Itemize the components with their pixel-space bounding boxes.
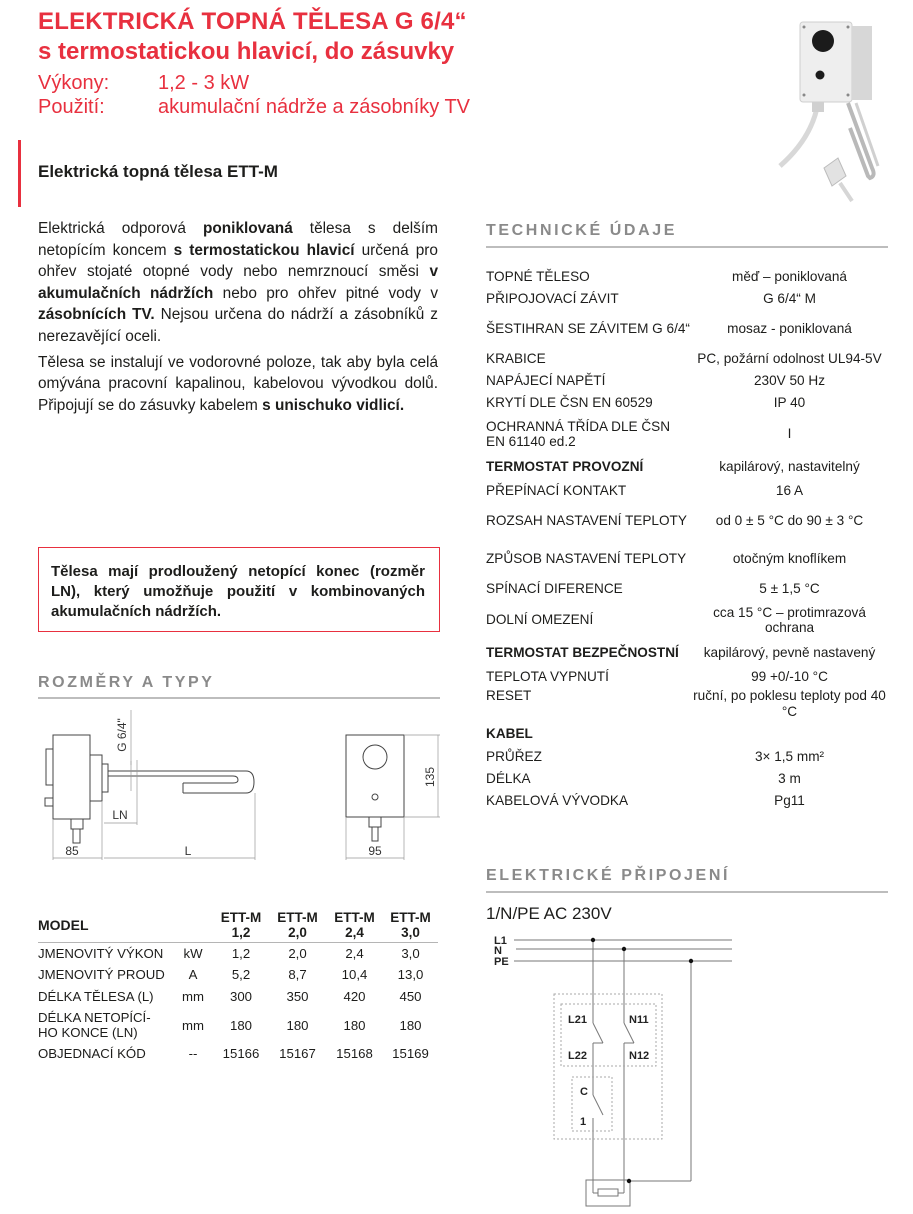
intro-text-run: Nejsou určena do nádrží a zásobníků z nerezavějící oceli. bbox=[38, 306, 438, 345]
tech-heading: TECHNICKÉ ÚDAJE bbox=[486, 222, 678, 239]
connection-heading: ELEKTRICKÉ PŘIPOJENÍ bbox=[486, 867, 731, 884]
spec-row bbox=[486, 666, 888, 688]
spec-row bbox=[486, 746, 888, 768]
spec-value: kapilárový, nastavitelný bbox=[719, 459, 860, 475]
model-header: MODEL bbox=[38, 910, 173, 943]
spec-key: KRABICE bbox=[486, 351, 546, 367]
spec-key: RESET bbox=[486, 688, 532, 703]
immersion-heater-photo-icon bbox=[760, 8, 900, 203]
row-label: OBJEDNACÍ KÓD bbox=[38, 1046, 146, 1062]
dim-thread-label: G 6/4" bbox=[115, 718, 129, 752]
cell: 13,0 bbox=[397, 967, 424, 983]
tech-spec-list bbox=[486, 266, 888, 812]
cell: 350 bbox=[286, 988, 309, 1004]
section-subtitle: Elektrická topná tělesa ETT-M bbox=[38, 162, 278, 181]
spec-key: OCHRANNÁ TŘÍDA DLE ČSN EN 61140 ed.2 bbox=[486, 418, 671, 449]
accent-bar bbox=[18, 140, 21, 207]
spec-key: KABEL bbox=[486, 726, 533, 742]
spec-row bbox=[486, 688, 888, 722]
row-unit: -- bbox=[188, 1046, 198, 1062]
connection-rule bbox=[486, 891, 888, 893]
intro-bold-run: s termostatickou hlavicí bbox=[173, 241, 355, 259]
row-label: DÉLKA TĚLESA (L) bbox=[38, 988, 154, 1004]
tech-rule bbox=[486, 246, 888, 248]
spec-value: 3× 1,5 mm² bbox=[754, 749, 825, 765]
row-unit: A bbox=[188, 967, 198, 983]
dim-85-label: 85 bbox=[65, 844, 79, 858]
spec-key: KABELOVÁ VÝVODKA bbox=[486, 793, 629, 809]
row-unit: mm bbox=[182, 988, 204, 1004]
spec-row bbox=[486, 348, 888, 370]
model-col-header: ETT-M 1,2 bbox=[213, 910, 269, 943]
cell: 5,2 bbox=[231, 967, 251, 983]
cell: 420 bbox=[343, 988, 366, 1004]
meta-power-label: Výkony: bbox=[38, 72, 110, 94]
intro-bold-run: v akumulačních nádržích bbox=[38, 263, 438, 302]
spec-key: ZPŮSOB NASTAVENÍ TEPLOTY bbox=[486, 551, 687, 567]
spec-key: PRŮŘEZ bbox=[486, 749, 542, 765]
contact-l21-label: L21 bbox=[568, 1014, 587, 1026]
cell: 15166 bbox=[222, 1046, 260, 1062]
intro-paragraph-2 bbox=[38, 352, 438, 417]
spec-row bbox=[486, 454, 888, 480]
spec-row bbox=[486, 578, 888, 600]
meta-power-value: 1,2 - 3 kW bbox=[158, 72, 250, 94]
meta-usage-label: Použití: bbox=[38, 96, 105, 118]
cell: 2,0 bbox=[288, 946, 307, 961]
cell: 180 bbox=[399, 1017, 422, 1033]
dimensions-rule bbox=[38, 697, 440, 699]
spec-row bbox=[486, 310, 888, 348]
spec-key: TERMOSTAT PROVOZNÍ bbox=[486, 459, 644, 475]
spec-row bbox=[486, 600, 888, 640]
row-unit: kW bbox=[183, 946, 203, 961]
spec-row bbox=[486, 722, 888, 746]
contact-l22-label: L22 bbox=[568, 1050, 587, 1062]
spec-value: otočným knoflíkem bbox=[732, 551, 847, 567]
intro-bold-run: s unischuko vidlicí. bbox=[262, 396, 405, 414]
spec-row bbox=[486, 414, 888, 454]
dimensions-heading: ROZMĚRY A TYPY bbox=[38, 674, 215, 691]
spec-row bbox=[486, 480, 888, 502]
cell: 180 bbox=[286, 1017, 309, 1033]
cell: 1,2 bbox=[231, 946, 251, 961]
dim-95-label: 95 bbox=[368, 844, 382, 858]
intro-text-run: Elektrická odporová bbox=[38, 220, 203, 237]
unit-header bbox=[173, 910, 213, 943]
spec-key: DÉLKA bbox=[486, 771, 531, 787]
spec-value: 3 m bbox=[778, 771, 801, 787]
table-row bbox=[38, 964, 438, 986]
dim-ln-label: LN bbox=[112, 808, 128, 822]
model-col-header: ETT-M 2,4 bbox=[326, 910, 383, 943]
spec-key: KRYTÍ DLE ČSN EN 60529 bbox=[486, 395, 653, 411]
spec-row bbox=[486, 392, 888, 414]
page-subtitle: s termostatickou hlavicí, do zásuvky bbox=[38, 38, 455, 65]
spec-key: TEPLOTA VYPNUTÍ bbox=[486, 669, 609, 685]
table-row bbox=[38, 943, 438, 965]
spec-row bbox=[486, 266, 888, 288]
cell: 10,4 bbox=[341, 967, 368, 983]
cell: 300 bbox=[229, 988, 252, 1004]
spec-row bbox=[486, 502, 888, 540]
model-col-header: ETT-M 3,0 bbox=[383, 910, 438, 943]
wire-pe-label: PE bbox=[494, 956, 509, 968]
spec-value: Pg11 bbox=[774, 793, 805, 809]
intro-text-run: nebo pro ohřev pitné vody v bbox=[213, 284, 439, 302]
spec-key: ŠESTIHRAN SE ZÁVITEM G 6/4“ bbox=[486, 321, 690, 337]
table-row bbox=[38, 1007, 438, 1043]
spec-key: SPÍNACÍ DIFERENCE bbox=[486, 581, 623, 597]
spec-row bbox=[486, 790, 888, 812]
contact-1-label: 1 bbox=[580, 1116, 587, 1128]
meta-power bbox=[38, 72, 249, 95]
row-label: DÉLKA NETOPÍCÍ- HO KONCE (LN) bbox=[38, 1010, 151, 1040]
spec-value: 230V 50 Hz bbox=[753, 373, 826, 389]
spec-value: 16 A bbox=[775, 483, 804, 499]
spec-value: ruční, po poklesu teploty pod 40 °C bbox=[693, 688, 886, 719]
contact-n11-label: N11 bbox=[629, 1014, 649, 1026]
spec-value: cca 15 °C – protimrazová ochrana bbox=[713, 604, 866, 635]
spec-value: I bbox=[787, 426, 792, 442]
note-text: Tělesa mají prodloužený netopící konec (rozměr LN), který umožňuje použití v kombinovaných akumulačních nádržích. bbox=[51, 563, 425, 620]
cell: 15169 bbox=[392, 1046, 429, 1062]
spec-value: G 6/4“ M bbox=[763, 291, 816, 307]
row-label: JMENOVITÝ VÝKON bbox=[38, 946, 164, 961]
intro-paragraph-1 bbox=[38, 218, 438, 348]
spec-key: TOPNÉ TĚLESO bbox=[486, 269, 590, 285]
wiring-diagram-icon bbox=[486, 925, 746, 1214]
spec-value: kapilárový, pevně nastavený bbox=[703, 645, 876, 661]
model-table bbox=[38, 910, 438, 1065]
row-unit: mm bbox=[182, 1017, 204, 1033]
row-label: JMENOVITÝ PROUD bbox=[38, 967, 165, 983]
contact-n12-label: N12 bbox=[629, 1050, 650, 1062]
spec-value: měď – poniklovaná bbox=[732, 269, 847, 285]
spec-row bbox=[486, 768, 888, 790]
spec-value: 5 ± 1,5 °C bbox=[759, 581, 820, 597]
dim-l-label: L bbox=[184, 844, 192, 858]
cell: 180 bbox=[229, 1017, 252, 1033]
cell: 2,4 bbox=[345, 946, 364, 961]
intro-text-run: určená pro ohřev stojaté otopné vody nebo nemrznoucí směsi bbox=[38, 241, 438, 281]
intro-bold-run: poniklovaná bbox=[202, 220, 293, 237]
cell: 180 bbox=[343, 1017, 366, 1033]
contact-c-label: C bbox=[580, 1086, 588, 1098]
spec-value: 99 +0/-10 °C bbox=[751, 669, 828, 685]
spec-value: mosaz - poniklovaná bbox=[727, 321, 852, 337]
wire-n-label: N bbox=[494, 945, 502, 957]
cell: 3,0 bbox=[401, 946, 420, 961]
spec-key: ROZSAH NASTAVENÍ TEPLOTY bbox=[486, 513, 687, 529]
spec-key: NAPÁJECÍ NAPĚTÍ bbox=[486, 373, 606, 389]
intro-text-run: Tělesa se instalují ve vodorovné poloze, tak aby byla celá omývána pracovní kapalinou, kabelovou vývodkou dolů. Připojují se do zásuvky kabelem bbox=[38, 353, 438, 414]
page-title: ELEKTRICKÁ TOPNÁ TĚLESA G 6/4“ bbox=[38, 8, 467, 35]
spec-key: PŘEPÍNACÍ KONTAKT bbox=[486, 483, 627, 499]
model-col-header: ETT-M 2,0 bbox=[269, 910, 326, 943]
dimension-drawing-icon bbox=[38, 705, 448, 870]
spec-value: PC, požární odolnost UL94-5V bbox=[697, 351, 882, 367]
spec-row bbox=[486, 640, 888, 666]
cell: 450 bbox=[399, 988, 422, 1004]
intro-text bbox=[38, 218, 438, 420]
spec-row bbox=[486, 540, 888, 578]
cell: 8,7 bbox=[288, 967, 307, 983]
spec-key: DOLNÍ OMEZENÍ bbox=[486, 612, 594, 628]
note-box bbox=[38, 547, 440, 632]
spec-row bbox=[486, 370, 888, 392]
intro-text-run: tělesa s delším netopícím koncem bbox=[38, 220, 438, 259]
wire-l1-label: L1 bbox=[494, 935, 507, 947]
cell: 15167 bbox=[279, 1046, 316, 1062]
cell: 15168 bbox=[336, 1046, 373, 1062]
spec-value: od 0 ± 5 °C do 90 ± 3 °C bbox=[715, 513, 864, 529]
table-row bbox=[38, 1043, 438, 1065]
table-header-row bbox=[38, 910, 438, 943]
dim-135-label: 135 bbox=[423, 766, 437, 788]
meta-usage bbox=[38, 96, 470, 119]
table-row bbox=[38, 986, 438, 1008]
intro-bold-run: zásobnících TV. bbox=[38, 306, 155, 324]
spec-key: PŘIPOJOVACÍ ZÁVIT bbox=[486, 291, 619, 307]
supply-label: 1/N/PE AC 230V bbox=[486, 904, 612, 923]
meta-usage-value: akumulační nádrže a zásobníky TV bbox=[158, 96, 471, 118]
spec-row bbox=[486, 288, 888, 310]
spec-key: TERMOSTAT BEZPEČNOSTNÍ bbox=[486, 645, 679, 661]
spec-value: IP 40 bbox=[773, 395, 806, 411]
